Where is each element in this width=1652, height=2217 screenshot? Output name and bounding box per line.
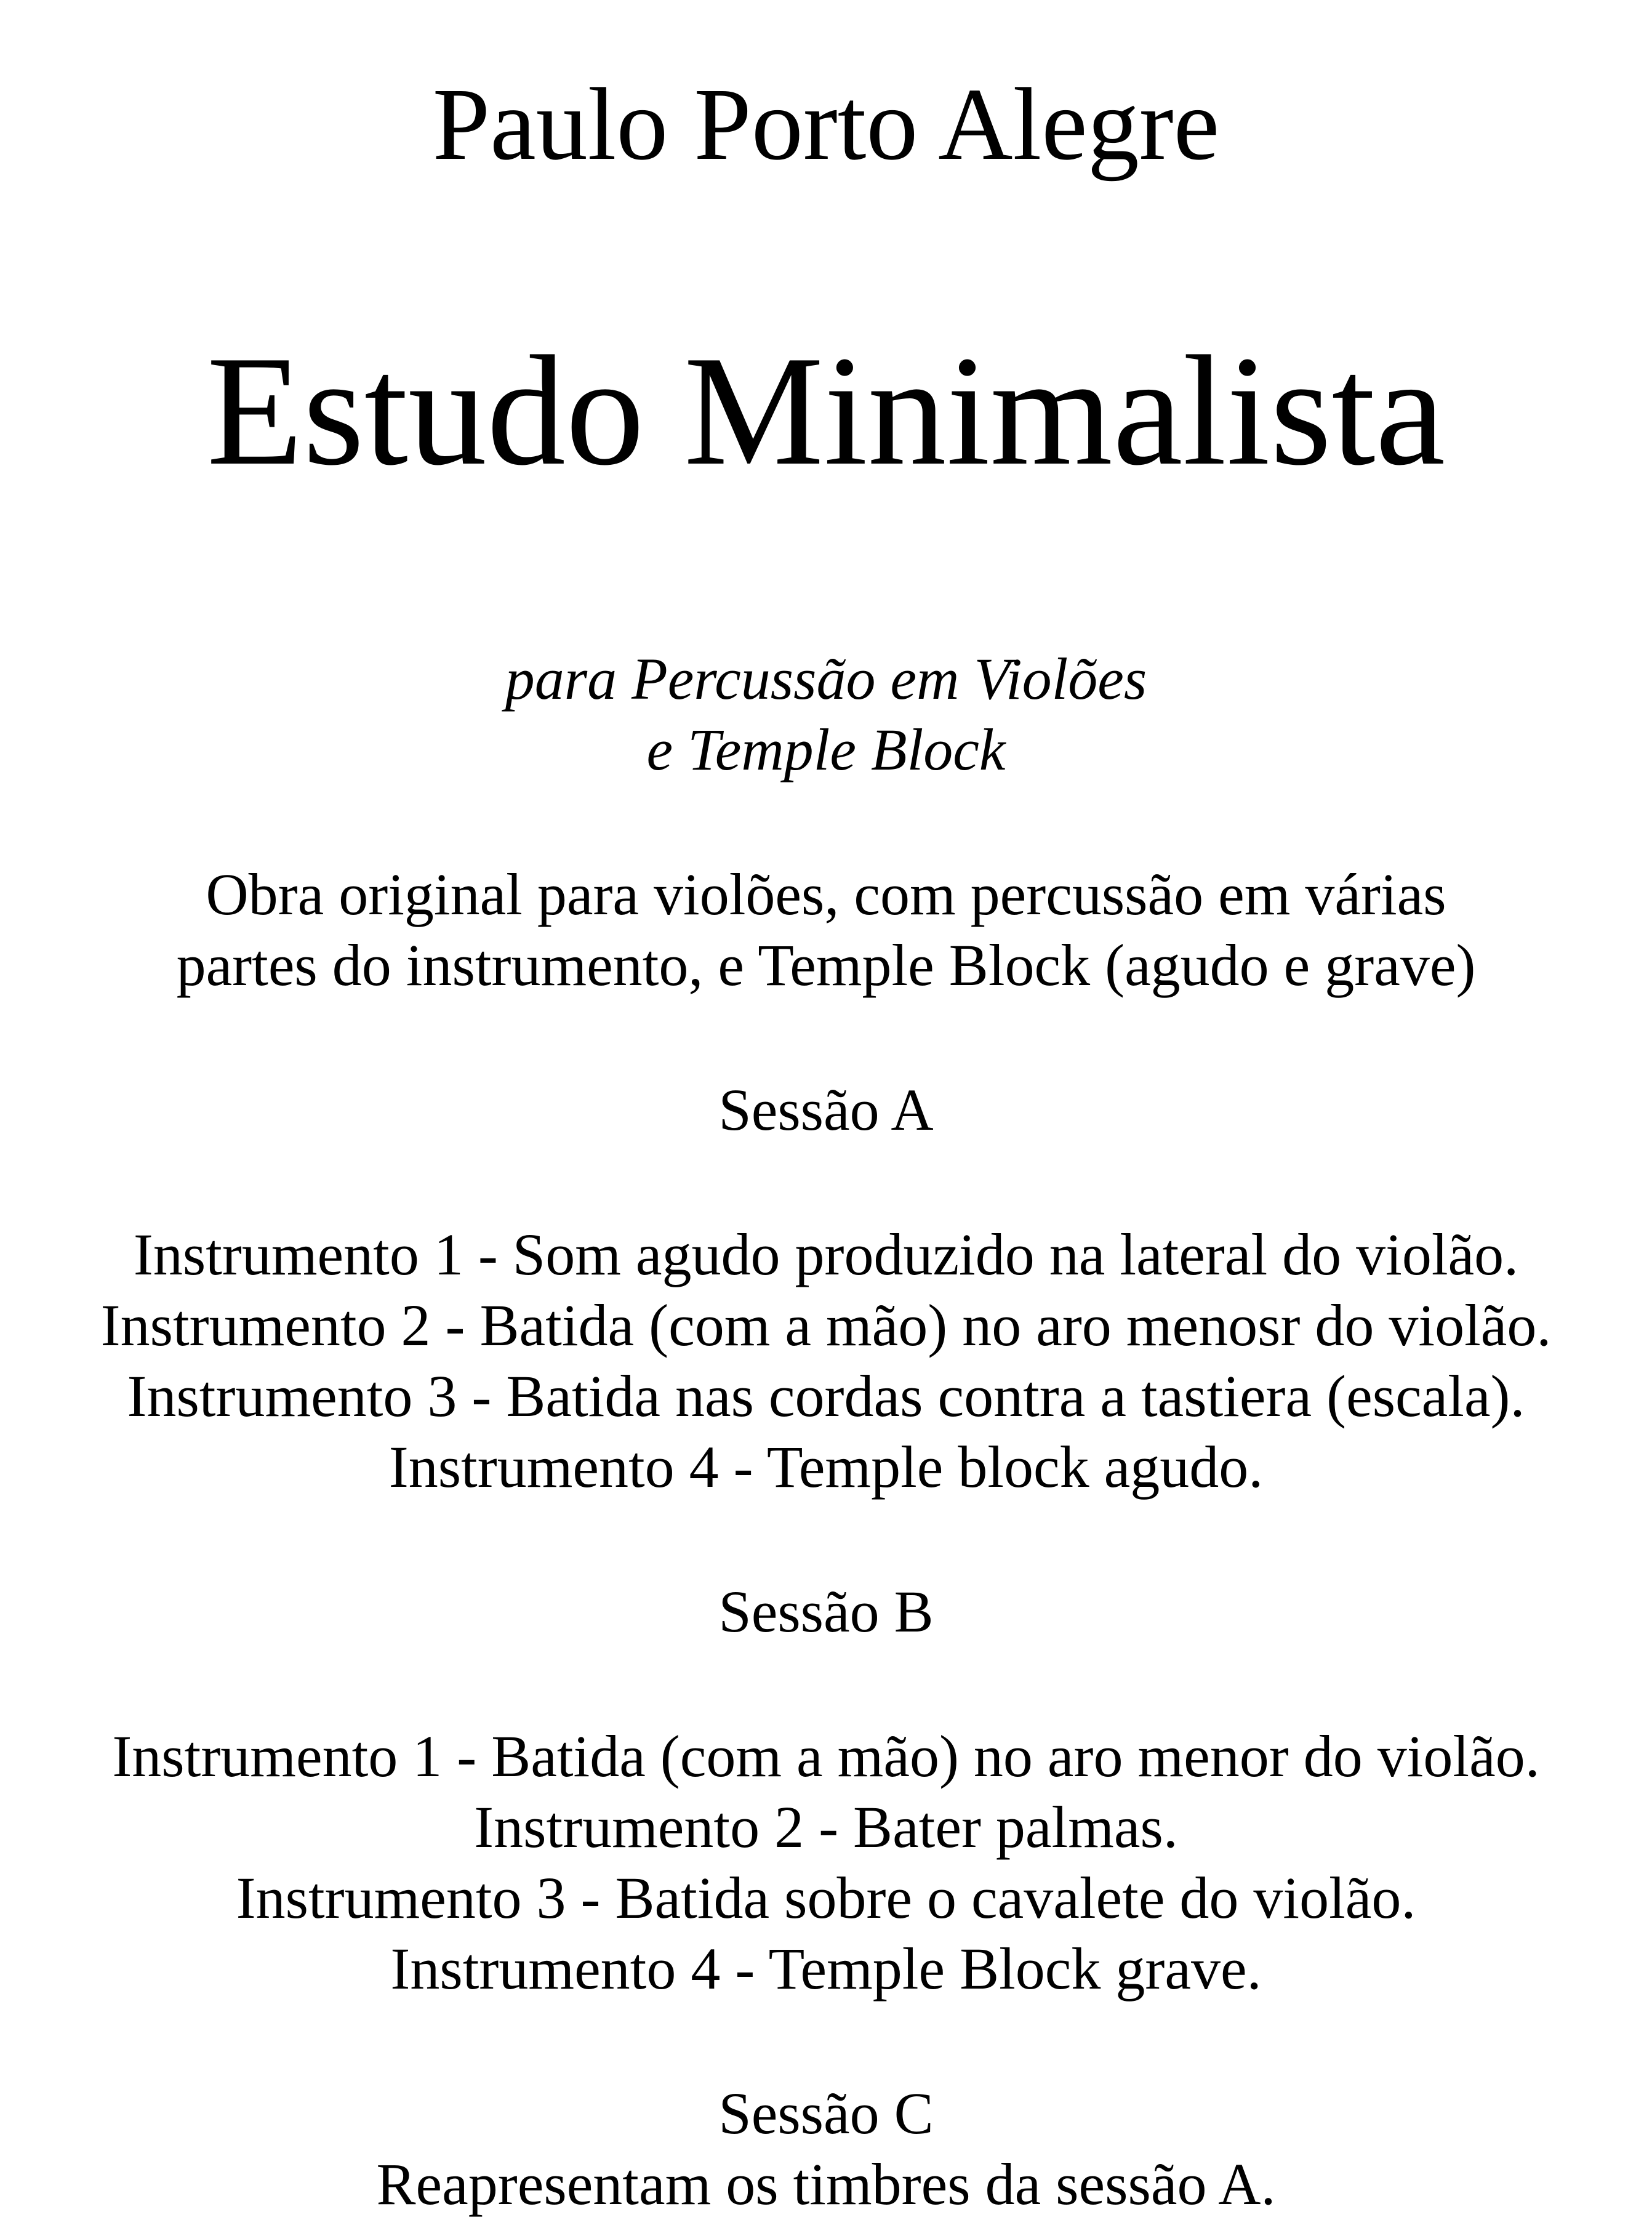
section-a-line: Instrumento 4 - Temple block agudo. [388, 1434, 1264, 1500]
page-title: Estudo Minimalista [206, 324, 1446, 498]
section-heading-b: Sessão B [718, 1579, 934, 1644]
subtitle-line: para Percussão em Violões [505, 646, 1147, 712]
subtitle-line: e Temple Block [646, 717, 1006, 783]
section-b-line: Instrumento 3 - Batida sobre o cavalete do violão. [236, 1865, 1416, 1931]
description-line: Obra original para violões, com percussão em várias [206, 861, 1446, 927]
section-b-line: Instrumento 2 - Bater palmas. [474, 1794, 1178, 1860]
description-line: partes do instrumento, e Temple Block (agudo e grave) [176, 932, 1476, 998]
composer-name: Paulo Porto Alegre [432, 67, 1220, 182]
section-heading-a: Sessão A [718, 1077, 934, 1143]
section-a-line: Instrumento 3 - Batida nas cordas contra a tastiera (escala). [127, 1363, 1525, 1429]
section-b-line: Instrumento 4 - Temple Block grave. [390, 1936, 1262, 2002]
section-a-line: Instrumento 1 - Som agudo produzido na lateral do violão. [133, 1221, 1519, 1287]
section-a-line: Instrumento 2 - Batida (com a mão) no aro menosr do violão. [100, 1292, 1552, 1358]
section-b-line: Instrumento 1 - Batida (com a mão) no aro menor do violão. [112, 1723, 1540, 1789]
section-c-line: Reapresentam os timbres da sessão A. [376, 2151, 1276, 2217]
section-heading-c: Sessão C [718, 2080, 934, 2146]
